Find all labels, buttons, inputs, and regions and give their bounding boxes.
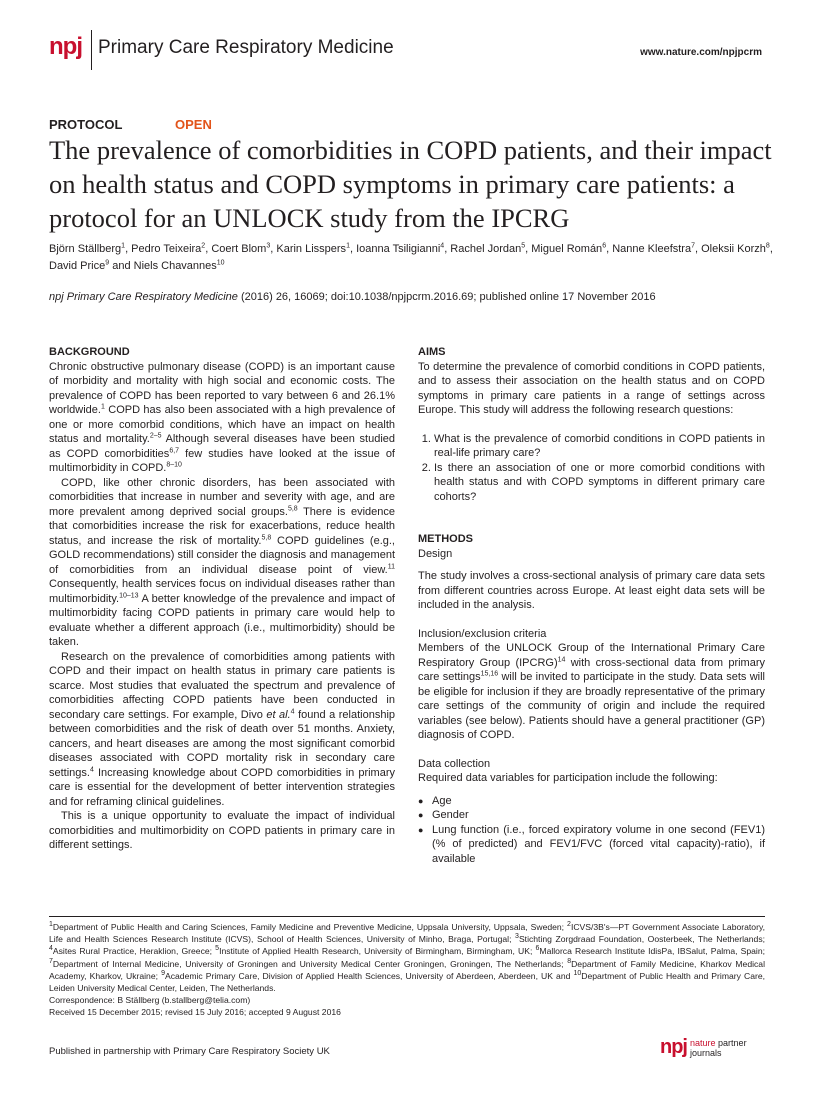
background-paragraph-2: COPD, like other chronic disorders, has been associated with comorbidities that increase in number and severity with age, and are more prevalent among deprived social groups.$^{5,8}$ There is evidence that comorbidities increase the risk for exacerbations, reduce health status, and increase the risk of mortality.$^{5,8}$ COPD guidelines (e.g., GOLD recommendations) still consider the diagnosis and management of comorbidities from an individual disease point of view.$^{11}$ Consequently, health services focus on individual diseases rather than multimorbidity.$^{10-13}$ A better knowledge of the prevalence and impact of multimorbidity facing COPD patients in primary care would help to evaluate whether a different approach (i.e., multimorbidity) should be taken. <box>49 476 395 648</box>
journal-url-link[interactable]: www.nature.com/npjpcrm <box>640 47 762 58</box>
footer-npj-mark: npj <box>660 1036 687 1058</box>
journal-name: Primary Care Respiratory Medicine <box>98 37 394 58</box>
research-question-2: 2. Is there an association of one or more comorbid conditions with health status and with COPD symptoms in different primary care cohorts? <box>434 461 765 505</box>
citation-journal: npj Primary Care Respiratory Medicine <box>49 291 238 303</box>
background-paragraph-1: Chronic obstructive pulmonary disease (COPD) is an important cause of morbidity and mortality with high social and economic costs. The prevalence of COPD has been reported to vary between 6 and 26.1% worldwide.$^1$ COPD has also been associated with a high prevalence of one or more comorbid conditions, which have an impact on health status and mortality.$^{2-5}$ Although several diseases have been studied as COPD comorbidities$^{6,7}$ few studies have looked at the issue of multimorbidity in COPD.$^{8-10}$ <box>49 360 395 474</box>
article-type: PROTOCOL <box>49 117 123 132</box>
right-column <box>418 345 765 866</box>
received-dates: Received 15 December 2015; revised 15 July 2016; accepted 9 August 2016 <box>49 1007 341 1018</box>
logo-divider <box>91 30 92 70</box>
design-heading: Design <box>418 547 453 560</box>
list-item: ● Lung function (i.e., forced expiratory volume in one second (FEV1) (% of predicted) and FEV1/FVC (forced vital capacity)-ratio), if available <box>432 823 765 867</box>
open-access-label: OPEN <box>175 117 212 132</box>
citation-line <box>49 291 779 303</box>
aims-heading: AIMS <box>418 346 446 358</box>
left-column <box>49 345 395 853</box>
article-title: The prevalence of comorbidities in COPD patients, and their impact on health status and COPD symptoms in primary care patients: a protocol for an UNLOCK study from the IPCRG <box>49 135 772 233</box>
data-collection-text: Required data variables for participation include the following: <box>418 772 718 784</box>
background-paragraph-3: Research on the prevalence of comorbidities among patients with COPD and their impact on health status in primary care patients is scarce. Most studies that evaluated the spectrum and prevalence of comorbidities affecting COPD patients have been conducted in secondary care settings. For example, Divo et al.$^4$ found a relationship between comorbidities and the risk of death over 51 months. Anxiety, cancers, and heart diseases are among the most significant comorbid diseases associated with COPD mortality risk in secondary care settings.$^4$ Increasing knowledge about COPD comorbidities in primary care is essential for the development of better intervention strategies and for reframing clinical guidelines. <box>49 650 396 808</box>
footer-logo-nature: nature <box>690 1037 716 1048</box>
footnotes <box>49 921 765 1019</box>
npj-logo: npj <box>49 33 82 60</box>
background-heading: BACKGROUND <box>49 346 130 358</box>
list-item: ● Gender <box>432 808 765 823</box>
methods-heading: METHODS <box>418 533 473 545</box>
list-item: ● Age <box>432 794 765 809</box>
data-variables-list <box>418 794 765 867</box>
research-questions <box>418 432 765 505</box>
citation-details: (2016) 26, 16069; doi:10.1038/npjpcrm.2016.69; published online 17 November 2016 <box>237 291 656 303</box>
aims-intro: To determine the prevalence of comorbid conditions in COPD patients, and to assess their association on the health status and on COPD symptoms in primary care patients in a range of settings across Europe. This study will address the following research questions: <box>418 360 765 416</box>
footnote-divider <box>49 916 765 917</box>
correspondence: Correspondence: B Ställberg (b.stallberg@telia.com) <box>49 995 251 1006</box>
background-paragraph-4: This is a unique opportunity to evaluate the impact of individual comorbidities and multimorbidity on COPD patients in primary care in different settings. <box>49 810 395 851</box>
footer-logo-journals: journals <box>690 1047 722 1058</box>
author-list: Björn Ställberg$^1$, Pedro Teixeira$^2$, Coert Blom$^3$, Karin Lisspers$^1$, Ioanna Tsiligianni$^4$, Rachel Jordan$^5$, Miguel Román$^6$, Nanne Kleefstra$^7$, Oleksii Korzh$^8$, David Price$^9$ and Niels Chavannes$^{10}$ <box>49 242 773 272</box>
footer-logo-partner: partner <box>718 1037 747 1048</box>
design-text: The study involves a cross-sectional analysis of primary care data sets from different countries across Europe. At least eight data sets will be included in the analysis. <box>418 570 765 611</box>
inclusion-text: Members of the UNLOCK Group of the International Primary Care Respiratory Group (IPCRG)$^{14}$ with cross-sectional data from primary care settings$^{15,16}$ will be invited to participate in the study. Data sets will be eligible for inclusion if they are broadly representative of the primary care settings of the community of origin and include the required variables (see below). Patients should have a general practitioner (GP) diagnosis of COPD. <box>418 642 766 741</box>
research-question-1: 1. What is the prevalence of comorbid conditions in COPD patients in real-life primary care? <box>434 432 765 461</box>
affiliations: $^1$Department of Public Health and Caring Sciences, Family Medicine and Preventive Medicine, Uppsala University, Uppsala, Sweden; $^2$ICVS/3B's—PT Government Associate Laboratory, Life and Health Sciences Research Institute (ICVS), School of Health Sciences, University of Minho, Braga, Portugal; $^3$Stichting Zorgdraad Foundation, Oosterbeek, The Netherlands; $^4$Asites Rural Practice, Heraklion, Greece; $^5$Institute of Applied Health Research, University of Birmingham, Birmingham, UK; $^6$Mallorca Research Institute IdisPa, IBSalut, Palma, Spain; $^7$Department of Internal Medicine, University of Groningen and University Medical Center Groningen, Groningen, The Netherlands; $^8$Department of Family Medicine, Kharkov Medical Academy, Kharkov, Ukraine; $^9$Academic Primary Care, Division of Applied Health Sciences, University of Aberdeen, Aberdeen, UK and $^{10}$Department of Public Health and Primary Care, Leiden University Medical Center, Leiden, The Netherlands. <box>49 921 766 994</box>
data-collection-heading: Data collection <box>418 757 491 770</box>
inclusion-heading: Inclusion/exclusion criteria <box>418 627 547 640</box>
nature-partner-journals-logo <box>660 1036 747 1059</box>
partnership-note: Published in partnership with Primary Care Respiratory Society UK <box>49 1046 330 1057</box>
